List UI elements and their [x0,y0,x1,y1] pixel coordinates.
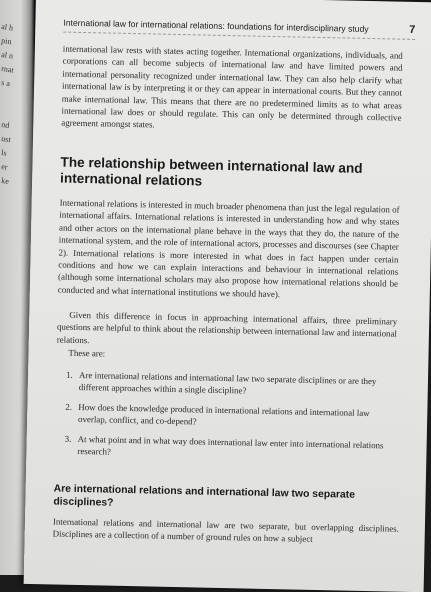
page-number: 7 [409,23,416,36]
paragraph-ir-interest: International relations is interested in much broader phenomena than just the legal regulation of international affairs. International relations is interested in understanding how and why states and other actors on the international plane behave in the ways that they do, the nature of the international system, and the role of international actors, processes and discourses (see Chapter 2). International relations is more interested in what does in fact happen under certain conditions and how we can explain interactions and behaviour in international relations (although some international scholars may also propose how international relations should be conducted and what international institutions we should have). [57,197,400,300]
facing-page-fragment: er [0,162,9,172]
list-item-text: How does the knowledge produced in international relations and international law overlap, conflict, and co-depend? [77,401,370,427]
facing-page-fragment: ke [0,176,10,186]
question-list [64,369,396,471]
facing-page-fragment: ls [0,148,8,158]
list-item-number: 3. [64,433,72,444]
subsection-heading: Are international relations and international law two separate disciplines? [53,483,356,509]
facing-page-fragment: al n [0,50,14,61]
paragraph-these-are: These are: [68,347,106,359]
facing-page-fragment: pin [0,36,13,47]
book-page [24,0,431,592]
section-heading: The relationship between international law and international relations [59,154,363,189]
list-item-text: Are international relations and international law two separate disciplines or are they different approaches within a single discipline? [78,369,377,396]
list-item-number: 1. [65,369,73,380]
running-header [63,17,415,40]
list-item [65,401,395,433]
facing-page-fragment: rnat [0,64,15,75]
facing-page-fragment: s a [0,78,11,89]
list-item-text: At what point and in what way does international law enter into international relations research? [77,433,384,457]
paragraph-intro: international law rests with states acting together. International organizations, individuals, and corporations can all become subjects of international law and have limited powers and international personality recognized under international law. They can also help clarify what international law is by interpreting it or they can appear in international courts. But they cannot make international law. This means that there are no predetermined limits as to what areas international law does or should regulate. This can only be determined through collective agreement amongst states. [61,43,403,130]
facing-page-fragment: ust [0,134,12,145]
list-item-number: 2. [65,401,73,412]
facing-page-fragment: al h [0,22,14,33]
paragraph-disciplines: International relations and international law are two separate, but overlapping disciplines. Disciplines are a collection of a number of ground rules on how a subject [52,516,399,545]
list-item [66,369,396,401]
list-item [64,432,394,464]
running-title: International law for international relations: foundations for interdisciplinary study [63,17,369,34]
paragraph-preliminary-questions: Given this difference in focus in approaching international affairs, three preliminary questions are helpful to think about the relationship between international law and international relations. [56,309,398,346]
facing-page-fragment: nd [0,120,10,131]
